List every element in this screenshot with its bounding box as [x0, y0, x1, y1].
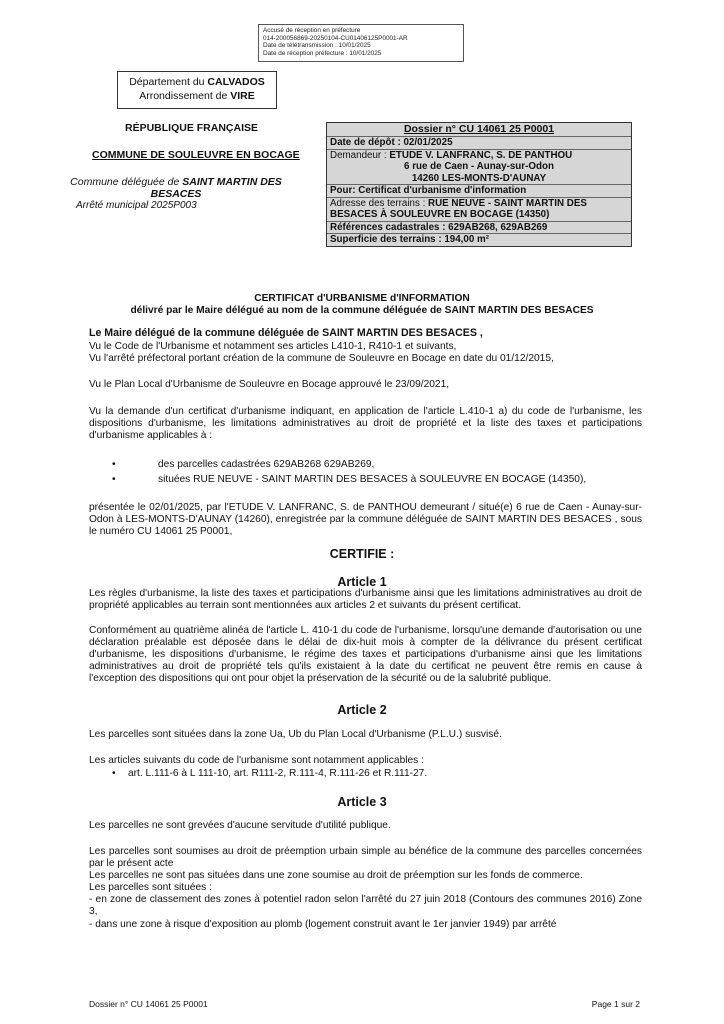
- article-3-p2: Les parcelles sont soumises au droit de préemption urbain simple au bénéfice de la commune des parcelles concernées par le présent acte: [89, 846, 642, 869]
- dossier-box: [326, 122, 632, 247]
- commune-heading: COMMUNE DE SOULEUVRE EN BOCAGE: [92, 149, 300, 161]
- department-box: [117, 71, 277, 109]
- article-2-bullet: art. L.111-6 à L 111-10, art. R111-2, R.111-4, R.111-26 et R.111-27.: [128, 768, 428, 779]
- footer-page: Page 1 sur 2: [591, 999, 640, 1009]
- dossier-pour: Pour: Certificat d'urbanisme d'information: [327, 184, 631, 197]
- demandeur-line-2: 6 rue de Caen - Aunay-sur-Odon: [404, 161, 554, 172]
- certifie-heading: CERTIFIE :: [329, 547, 395, 561]
- arrondissement-name: VIRE: [230, 90, 255, 102]
- dept-prefix: Département du: [129, 76, 208, 88]
- bullet-dot: •: [112, 459, 116, 470]
- deleg-prefix: Commune déléguée de: [70, 176, 183, 188]
- demandeur-line-1: ETUDE V. LANFRANC, S. DE PANTHOU: [389, 149, 573, 161]
- reception-stamp: [258, 24, 464, 62]
- bullet-dot: •: [112, 768, 116, 779]
- bullet-dot: •: [112, 474, 116, 485]
- article-3-p6: - dans une zone à risque d'exposition au plomb (logement construit avant le 1er janvier 1949) par arrêté: [89, 919, 557, 930]
- dossier-references: Références cadastrales : 629AB268, 629AB269: [327, 221, 631, 234]
- adresse-value: RUE NEUVE - SAINT MARTIN DES BESACES À SOULEUVRE EN BOCAGE (14350): [330, 197, 587, 220]
- vu-code: Vu le Code de l'Urbanisme et notamment ses articles L410-1, R410-1 et suivants,: [89, 341, 457, 352]
- certificate-title-line-2: délivré par le Maire délégué au nom de la commune déléguée de SAINT MARTIN DES BESACES: [130, 305, 594, 316]
- bullet-parcelles: des parcelles cadastrées 629AB268 629AB269,: [158, 459, 375, 470]
- presentee-paragraph: présentée le 02/01/2025, par l'ETUDE V. LANFRANC, S. de PANTHOU demeurant / situé(e) 6 rue de Caen - Aunay-sur-Odon à LES-MONTS-D'AUNAY (14260), enregistrée par la commune déléguée de SAINT MARTIN DES BESACES , sous le numéro CU 14061 25 P0001,: [89, 502, 642, 537]
- dept-name: CALVADOS: [207, 76, 265, 88]
- dossier-depot: Date de dépôt : 02/01/2025: [327, 136, 631, 149]
- dossier-superficie: Superficie des terrains : 194,00 m²: [327, 233, 631, 246]
- arrete-number: Arrêté municipal 2025P003: [76, 200, 197, 211]
- article-1-title: Article 1: [337, 575, 387, 589]
- article-2-p2: Les articles suivants du code de l'urbanisme sont notamment applicables :: [89, 755, 424, 766]
- vu-demande: Vu la demande d'un certificat d'urbanisme indiquant, en application de l'article L.410-1 a) du code de l'urbanisme, les dispositions d'urbanisme, les limitations administratives au droit de propriété et la liste des taxes et participations d'urbanisme applicables à :: [89, 406, 642, 441]
- vu-plu: Vu le Plan Local d'Urbanisme de Souleuvre en Bocage approuvé le 23/09/2021,: [89, 379, 450, 390]
- article-3-p3: Les parcelles ne sont pas situées dans une zone soumise au droit de préemption sur les fonds de commerce.: [89, 870, 583, 881]
- adresse-label: Adresse des terrains :: [330, 197, 429, 209]
- footer-dossier: Dossier n° CU 14061 25 P0001: [89, 999, 208, 1009]
- vu-arrete: Vu l'arrêté préfectoral portant création de la commune de Souleuvre en Bocage en date du 01/12/2015,: [89, 353, 554, 364]
- stamp-line-2: 014-200056869-20250104-CU01406125P0001-AR: [263, 34, 408, 42]
- article-3-p1: Les parcelles ne sont grevées d'aucune servitude d'utilité publique.: [89, 820, 391, 831]
- dossier-demandeur: [327, 149, 631, 185]
- deleg-name: SAINT MARTIN DES BESACES: [150, 176, 282, 200]
- demandeur-label: Demandeur :: [330, 149, 390, 161]
- certificate-title-line-1: CERTIFICAT d'URBANISME d'INFORMATION: [254, 293, 470, 304]
- article-1-p1: Les règles d'urbanisme, la liste des taxes et participations d'urbanisme ainsi que les limitations administratives au droit de propriété applicables au terrain sont mentionnées aux articles 2 et suivants du présent certificat.: [89, 588, 642, 611]
- republique-heading: RÉPUBLIQUE FRANÇAISE: [125, 122, 259, 134]
- article-3-title: Article 3: [337, 795, 387, 809]
- dossier-adresse: [327, 197, 631, 221]
- dossier-title: Dossier n° CU 14061 25 P0001: [403, 123, 555, 135]
- article-1-p2: Conformément au quatrième alinéa de l'article L. 410-1 du code de l'urbanisme, lorsqu'une demande d'autorisation ou une déclaration préalable est déposée dans le délai de dix-huit mois à compter de la délivrance du présent certificat d'urbanisme, les dispositions d'urbanisme, le régime des taxes et participations d'urbanisme ainsi que les limitations administratives au droit de propriété tels qu'ils existaient à la date du certificat ne peuvent être remis en cause à l'exception des dispositions qui ont pour objet la préservation de la sécurité ou de la salubrité publique.: [89, 625, 642, 684]
- maire-line: Le Maire délégué de la commune déléguée de SAINT MARTIN DES BESACES ,: [89, 327, 483, 339]
- certificate-title: [60, 293, 664, 317]
- commune-deleguee: [60, 176, 292, 200]
- stamp-line-4: Date de réception préfecture : 10/01/2025: [263, 49, 382, 57]
- article-2-p1: Les parcelles sont situées dans la zone Ua, Ub du Plan Local d'Urbanisme (P.L.U.) susvisé.: [89, 729, 502, 740]
- arrondissement-prefix: Arrondissement de: [139, 90, 231, 102]
- article-2-title: Article 2: [337, 703, 387, 717]
- bullet-situees: situées RUE NEUVE - SAINT MARTIN DES BESACES à SOULEUVRE EN BOCAGE (14350),: [158, 474, 587, 485]
- stamp-line-1: Accusé de réception en préfecture: [263, 27, 361, 34]
- stamp-line-3: Date de télétransmission : 10/01/2025: [263, 42, 371, 50]
- demandeur-line-3: 14260 LES-MONTS-D'AUNAY: [411, 172, 547, 184]
- article-3-p5: - en zone de classement des zones à potentiel radon selon l'arrêté du 27 juin 2018 (Contours des communes 2016) Zone 3,: [89, 894, 642, 917]
- article-3-p4: Les parcelles sont situées :: [89, 882, 212, 893]
